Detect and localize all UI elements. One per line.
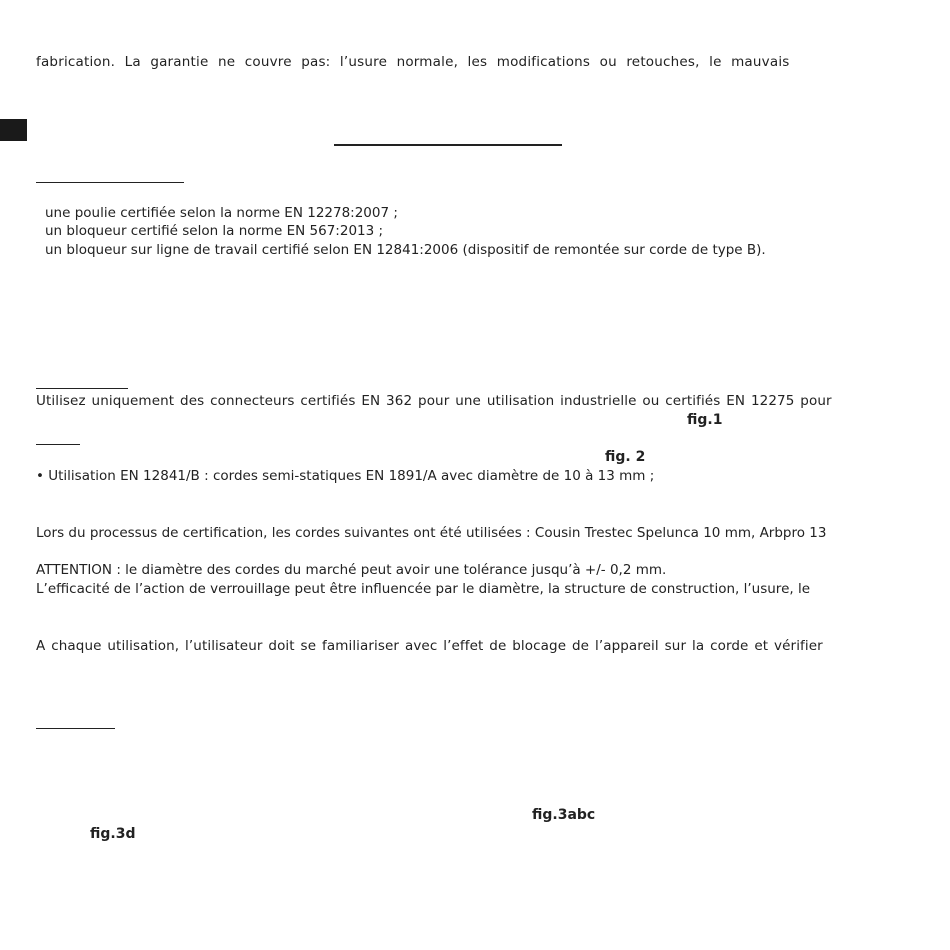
section-heading-rule-3 xyxy=(36,444,80,445)
section-tab-marker xyxy=(0,119,27,141)
text-line-warranty: fabrication. La garantie ne couvre pas: l’usure normale, les modifications ou retouches, le mauvais xyxy=(36,54,790,70)
text-line-efficacy: L’efficacité de l’action de verrouillage peut être influencée par le diamètre, la structure de construction, l’usure, le xyxy=(36,581,811,597)
text-line-certification: Lors du processus de certification, les cordes suivantes ont été utilisées : Cousin Trestec Spelunca 10 mm, Arbpro 13 xyxy=(36,525,827,541)
section-heading-rule-2 xyxy=(36,388,128,389)
figure-label-2: fig. 2 xyxy=(605,449,646,465)
text-line-ropes: • Utilisation EN 12841/B : cordes semi-statiques EN 1891/A avec diamètre de 10 à 13 mm ; xyxy=(36,468,655,484)
text-line-connectors: Utilisez uniquement des connecteurs certifiés EN 362 pour une utilisation industrielle ou certifiés EN 12275 pour xyxy=(36,393,832,409)
list-item-pulley: une poulie certifiée selon la norme EN 12278:2007 ; xyxy=(45,205,398,221)
figure-label-3d: fig.3d xyxy=(90,826,136,842)
title-underline xyxy=(334,144,562,146)
text-line-attention: ATTENTION : le diamètre des cordes du marché peut avoir une tolérance jusqu’à +/- 0,2 mm. xyxy=(36,562,667,578)
list-item-ascender: un bloqueur certifié selon la norme EN 567:2013 ; xyxy=(45,223,384,239)
section-heading-rule-4 xyxy=(36,728,115,729)
figure-label-1: fig.1 xyxy=(687,412,723,428)
section-heading-rule-1 xyxy=(36,182,184,183)
text-line-familiarize: A chaque utilisation, l’utilisateur doit se familiariser avec l’effet de blocage de l’appareil sur la corde et vérifier xyxy=(36,638,823,654)
figure-label-3abc: fig.3abc xyxy=(532,807,596,823)
list-item-rope-clamp: un bloqueur sur ligne de travail certifié selon EN 12841:2006 (dispositif de remontée sur corde de type B). xyxy=(45,242,766,258)
